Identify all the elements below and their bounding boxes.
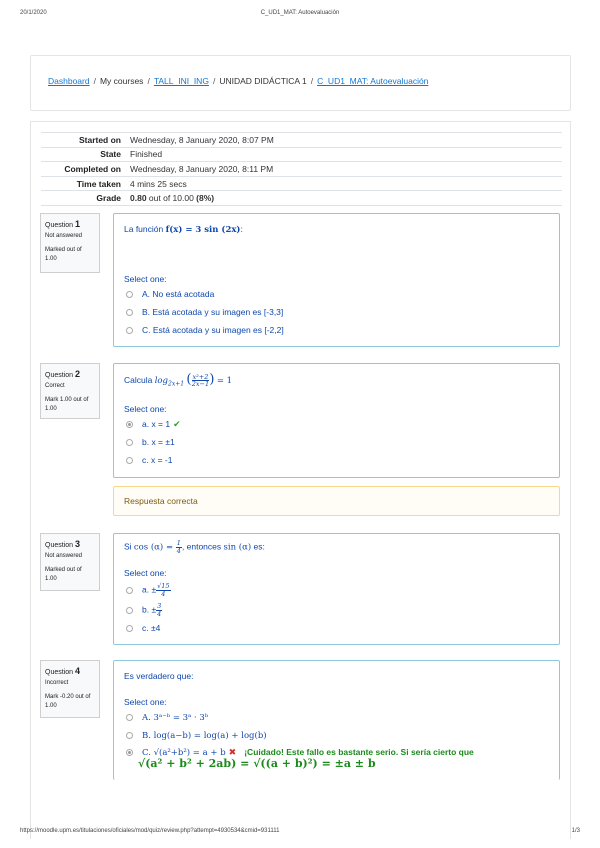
question-2-box <box>113 363 560 478</box>
question-4-box <box>113 660 560 780</box>
radio-button[interactable] <box>126 291 133 298</box>
cos-expression: cos (α) = <box>133 542 176 553</box>
question-1-option-b[interactable] <box>126 307 283 317</box>
radio-button-selected[interactable] <box>126 749 133 756</box>
summary-key: Grade <box>41 191 126 206</box>
question-label: Question <box>45 542 74 549</box>
option-label: a. x = 1 <box>142 419 171 429</box>
question-1-option-a[interactable] <box>126 289 214 299</box>
option-label: b. x = ±1 <box>142 437 175 447</box>
select-one-label: Select one: <box>124 404 167 414</box>
summary-value <box>126 191 562 206</box>
breadcrumb-my-courses[interactable]: My courses <box>99 76 144 86</box>
question-4-info <box>40 660 100 718</box>
question-label: Question <box>45 372 74 379</box>
question-1-box <box>113 213 560 347</box>
option-label: b. ± <box>142 604 157 615</box>
question-label: Question <box>45 669 74 676</box>
breadcrumb-separator: / <box>212 76 216 86</box>
question-state: Not answered <box>45 232 83 239</box>
question-number: 4 <box>74 666 80 676</box>
sin-expression: sin (α) <box>223 542 252 553</box>
question-mark: Marked out of 1.00 <box>45 566 82 582</box>
breadcrumb-separator: / <box>93 76 96 86</box>
summary-key: Completed on <box>41 162 126 177</box>
question-state: Not answered <box>45 552 83 559</box>
question-2-info <box>40 363 100 419</box>
question-4-option-b[interactable] <box>126 730 267 741</box>
breadcrumb-unit[interactable]: UNIDAD DIDÁCTICA 1 <box>219 76 307 86</box>
table-row <box>41 147 562 162</box>
question-1-option-c[interactable] <box>126 325 284 335</box>
option-label: C. Está acotada y su imagen es [-2,2] <box>142 325 284 335</box>
radio-button[interactable] <box>126 457 133 464</box>
question-number: 2 <box>74 369 80 379</box>
question-mark: Marked out of 1.00 <box>45 246 82 262</box>
question-mark: Mark 1.00 out of 1.00 <box>45 396 89 412</box>
print-header <box>20 10 580 20</box>
summary-value: Wednesday, 8 January 2020, 8:07 PM <box>126 133 562 148</box>
question-2-text: Calcula $\log_{2x+1}$ ( $\frac{\text{x²+2}}{2x-1}$ ) = 1 <box>124 372 233 389</box>
breadcrumb <box>48 76 428 86</box>
summary-key: State <box>41 147 126 162</box>
breadcrumb-course-link[interactable]: TALL_INI_ING <box>153 76 209 86</box>
breadcrumb-quiz-link[interactable]: C_UD1_MAT: Autoevaluación <box>317 76 429 86</box>
question-text-prefix: Si <box>124 541 134 552</box>
fraction-denominator: 4 <box>176 546 181 555</box>
option-label: c. ±4 <box>142 623 161 633</box>
breadcrumb-separator: / <box>147 76 150 86</box>
grade-out-of: out of 10.00 <box>146 193 197 204</box>
print-page-number: 1/3 <box>571 828 580 834</box>
fraction-denominator: 4 <box>157 609 162 618</box>
question-2-option-b[interactable] <box>126 437 175 447</box>
summary-key: Time taken <box>41 176 126 191</box>
question-1-info <box>40 213 100 273</box>
question-4-text: Es verdadero que: <box>124 671 194 681</box>
option-label: a. ± <box>142 584 157 595</box>
summary-value: Wednesday, 8 January 2020, 8:11 PM <box>126 162 562 177</box>
option-label: A. No está acotada <box>142 289 215 299</box>
question-4-option-a[interactable] <box>126 712 208 723</box>
select-one-label: Select one: <box>124 274 167 284</box>
question-mark: Mark -0.20 out of 1.00 <box>45 693 91 709</box>
option-fraction <box>156 603 162 617</box>
fraction-numerator: x²+2 <box>192 372 209 381</box>
print-date: 20/1/2020 <box>20 10 47 16</box>
radio-button[interactable] <box>126 625 133 632</box>
table-row <box>41 133 562 148</box>
table-row <box>41 162 562 177</box>
table-row <box>41 176 562 191</box>
question-number: 3 <box>74 539 80 549</box>
question-text-suffix: es: <box>251 541 265 552</box>
question-3-option-b[interactable] <box>126 603 162 617</box>
question-math: f(x) = 3 sin (2x) <box>165 225 241 235</box>
option-label: A. 3ᵃ⁻ᵇ = 3ᵃ · 3ᵇ <box>142 713 209 723</box>
option-label: B. Está acotada y su imagen es [-3,3] <box>142 307 284 317</box>
log-symbol: log <box>154 376 168 386</box>
breadcrumb-card <box>30 55 571 111</box>
print-url: https://moodle.upm.es/titulaciones/oficiales/mod/quiz/review.php?attempt=4930534&cmid=931111 <box>20 828 280 834</box>
feedback-warning: ¡Cuidado! Este fallo es bastante serio. Si sería cierto que <box>244 747 474 757</box>
radio-button[interactable] <box>126 587 133 594</box>
question-3-option-c[interactable] <box>126 623 160 633</box>
question-1-text <box>124 224 243 235</box>
summary-value: Finished <box>126 147 562 162</box>
select-one-label: Select one: <box>124 568 167 578</box>
question-state: Incorrect <box>45 679 69 686</box>
print-title: C_UD1_MAT: Autoevaluación <box>260 10 340 16</box>
radio-button[interactable] <box>126 732 133 739</box>
question-2-option-c[interactable] <box>126 455 172 465</box>
radio-button[interactable] <box>126 607 133 614</box>
question-text-mid: , entonces <box>181 541 224 552</box>
question-3-info <box>40 533 100 591</box>
feedback-box <box>113 486 560 516</box>
feedback-warning-math: √(a² + b² + 2ab) = √((a + b)²) = ±a ± b <box>138 757 376 770</box>
question-state: Correct <box>45 382 65 389</box>
print-footer <box>20 828 580 838</box>
feedback-text: Respuesta correcta <box>124 496 198 506</box>
attempt-summary-table <box>41 132 562 206</box>
grade-score: 0.80 <box>130 193 147 204</box>
radio-button[interactable] <box>126 309 133 316</box>
question-fraction <box>192 374 210 388</box>
question-text-suffix: : <box>240 224 243 234</box>
breadcrumb-dashboard-link[interactable]: Dashboard <box>48 76 90 86</box>
option-label: c. x = -1 <box>142 455 173 465</box>
fraction-denominator: 2x−1 <box>191 380 210 389</box>
fraction-numerator: 3 <box>157 602 162 610</box>
summary-value: 4 mins 25 secs <box>126 176 562 191</box>
grade-percent: (8%) <box>196 193 215 204</box>
question-3-option-a[interactable] <box>126 583 171 597</box>
option-label: B. log(a−b) = log(a) + log(b) <box>142 731 267 741</box>
summary-key: Started on <box>41 133 126 148</box>
question-2-option-a[interactable] <box>126 419 181 430</box>
question-equals: = 1 <box>216 376 233 386</box>
question-text-prefix: La función <box>124 224 166 234</box>
radio-button[interactable] <box>126 714 133 721</box>
question-number: 1 <box>74 219 80 229</box>
option-fraction <box>156 583 170 597</box>
breadcrumb-separator: / <box>310 76 314 86</box>
question-3-text <box>124 540 265 554</box>
question-text-prefix: Calcula <box>124 375 155 385</box>
radio-button[interactable] <box>126 439 133 446</box>
radio-button-selected[interactable] <box>126 421 133 428</box>
log-base: 2x+1 <box>168 380 185 388</box>
fraction-numerator: √15 <box>157 582 170 590</box>
fraction-numerator: 1 <box>176 539 181 547</box>
table-row <box>41 191 562 206</box>
radio-button[interactable] <box>126 327 133 334</box>
select-one-label: Select one: <box>124 697 167 707</box>
question-label: Question <box>45 222 74 229</box>
cross-icon: ✖ <box>228 747 237 757</box>
check-icon: ✔ <box>173 419 181 429</box>
option-label: C. √(a²+b²) = a + b <box>142 748 226 758</box>
fraction-denominator: 4 <box>161 589 166 598</box>
question-3-box <box>113 533 560 645</box>
